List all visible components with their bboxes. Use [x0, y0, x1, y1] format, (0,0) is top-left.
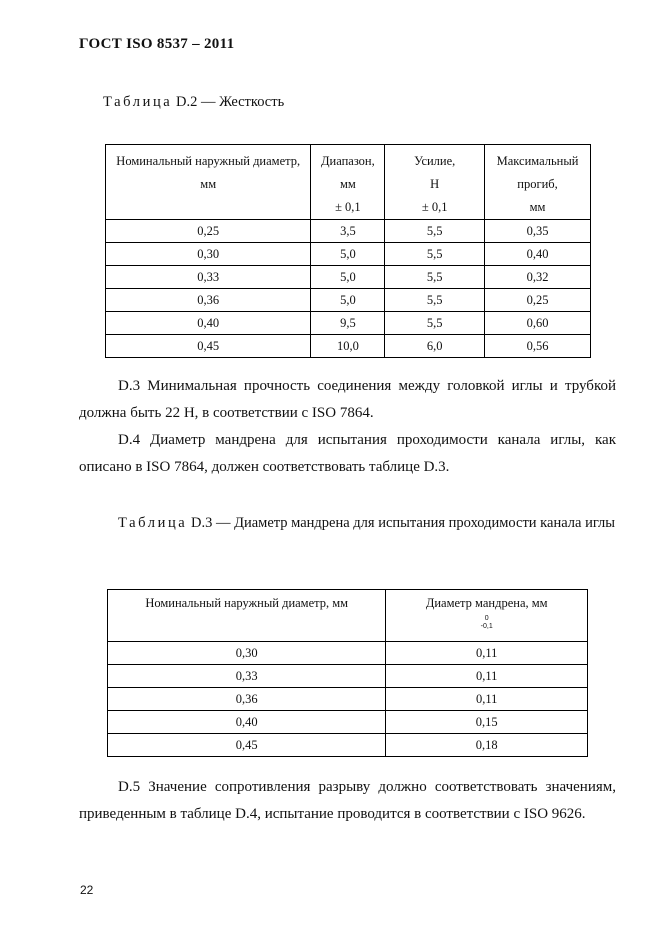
paragraph-d4: D.4 Диаметр мандрена для испытания проходимости канала иглы, как описано в ISO 7864, должен соответствовать таблице D.3.: [79, 432, 616, 475]
table-d2-header-cell: Диапазон, мм ± 0,1: [311, 145, 385, 220]
table-d2-header-row: [106, 145, 591, 220]
table-d2: [105, 144, 591, 358]
table-row: 0,33 0,11: [108, 665, 588, 688]
document-header: ГОСТ ISO 8537 – 2011: [79, 36, 235, 52]
table-d2-caption-word: Таблица: [103, 94, 173, 110]
tolerance-upper: 0: [484, 615, 489, 622]
table-row: 0,30 5,0 5,5 0,40: [106, 243, 591, 266]
page-number: 22: [80, 883, 94, 897]
table-d3-caption: [79, 510, 616, 537]
table-row: 0,33 5,0 5,5 0,32: [106, 266, 591, 289]
table-d2-caption-text: D.2 — Жесткость: [172, 94, 285, 110]
tolerance-lower: -0,1: [480, 623, 493, 630]
table-d3-header-row: [108, 590, 588, 642]
table-row: 0,45 0,18: [108, 734, 588, 757]
table-row: 0,40 0,15: [108, 711, 588, 734]
paragraph-d3: D.3 Минимальная прочность соединения между головкой иглы и трубкой должна быть 22 Н, в соответствии с ISO 7864.: [79, 378, 616, 421]
table-d3-header-cell: Диаметр мандрена, мм 0 -0,1: [386, 590, 588, 642]
table-row: 0,40 9,5 5,5 0,60: [106, 312, 591, 335]
table-row: 0,36 5,0 5,5 0,25: [106, 289, 591, 312]
table-row: 0,25 3,5 5,5 0,35: [106, 220, 591, 243]
table-d3-caption-word: Таблица: [118, 515, 188, 531]
table-d3: [107, 589, 588, 757]
table-d3-caption-text: D.3 — Диаметр мандрена для испытания проходимости канала иглы: [187, 515, 616, 531]
table-d2-caption: [103, 94, 284, 111]
table-d2-header-cell: Номинальный наружный диаметр, мм: [106, 145, 311, 220]
table-d3-header-cell: Номинальный наружный диаметр, мм: [108, 590, 386, 642]
paragraph-d5: D.5 Значение сопротивления разрыву должно соответствовать значениям, приведенным в таблице D.4, испытание проводится в соответствии с ISO 9626.: [79, 779, 616, 822]
table-d2-header-cell: Максимальный прогиб, мм: [485, 145, 591, 220]
table-row: 0,30 0,11: [108, 642, 588, 665]
table-d2-header-cell: Усилие, Н ± 0,1: [385, 145, 485, 220]
table-row: 0,36 0,11: [108, 688, 588, 711]
table-row: 0,45 10,0 6,0 0,56: [106, 335, 591, 358]
